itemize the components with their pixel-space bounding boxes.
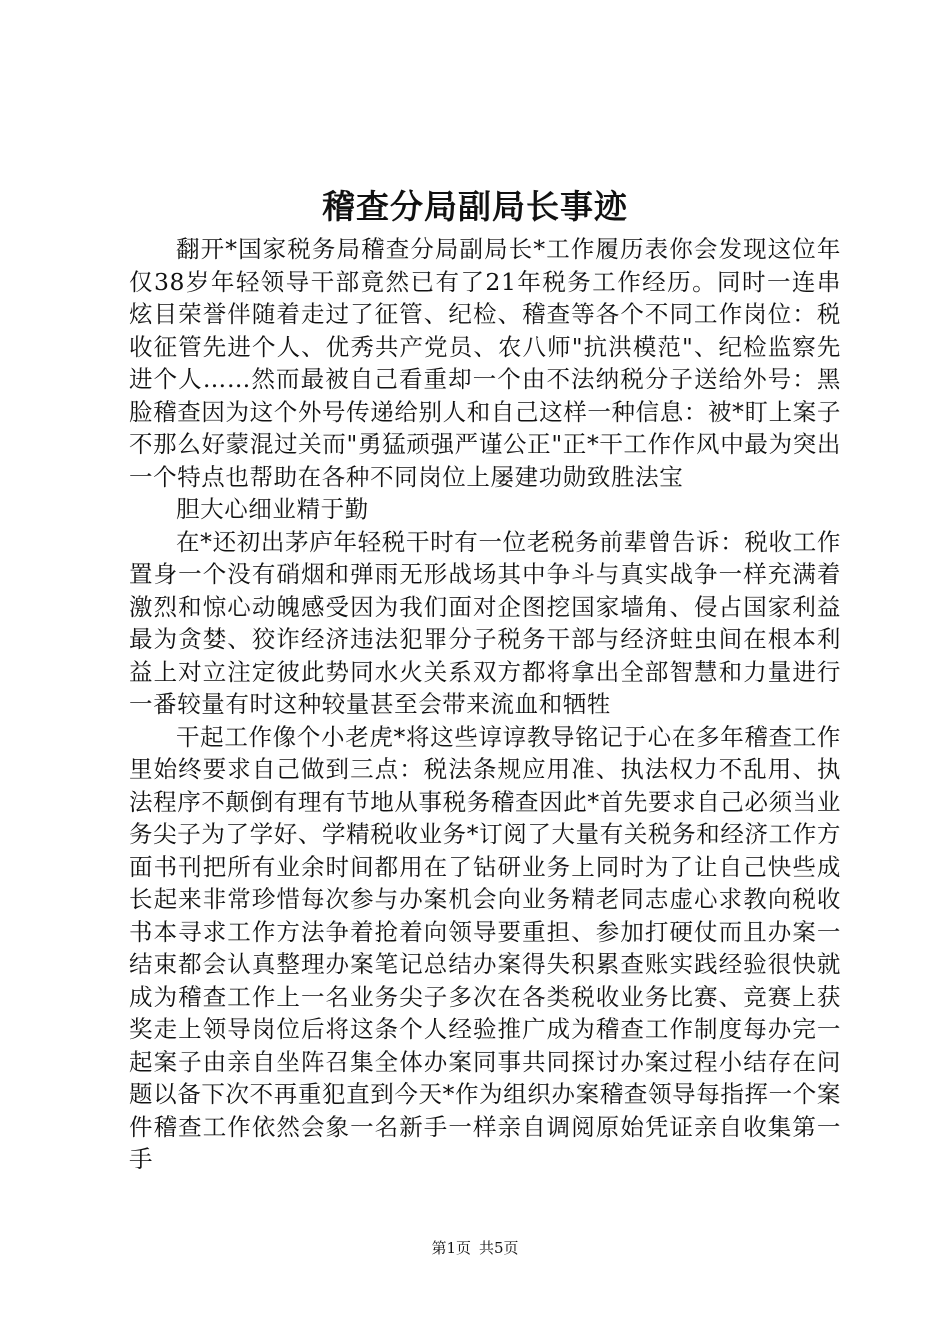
paragraph-intro: 翻开*国家税务局稽查分局副局长*工作履历表你会发现这位年仅38岁年轻领导干部竟然已有了21年税务工作经历。同时一连串炫目荣誉伴随着走过了征管、纪检、稽查等各个不同工作岗位：税收征管先进个人、优秀共产党员、农八师"抗洪模范"、纪检监察先进个人……然而最被自己看重却一个由不法纳税分子送给外号：黑脸稽查因为这个外号传递给别人和自己这样一种信息：被*盯上案子不那么好蒙混过关而"勇猛顽强严谨公正"正*干工作作风中最为突出一个特点也帮助在各种不同岗位上屡建功勋致胜法宝 bbox=[129, 235, 841, 491]
page-number: 第1页 bbox=[431, 1239, 471, 1257]
section-heading: 胆大心细业精于勤 bbox=[176, 495, 369, 523]
document-title: 稽查分局副局长事迹 bbox=[322, 187, 628, 226]
page-footer bbox=[0, 1238, 950, 1258]
paragraph-work: 干起工作像个小老虎*将这些谆谆教导铭记于心在多年稽查工作里始终要求自己做到三点：税法条规应用准、执法权力不乱用、执法程序不颠倒有理有节地从事税务稽查因此*首先要求自己必须当业务尖子为了学好、学精税收业务*订阅了大量有关税务和经济工作方面书刊把所有业余时间都用在了钻研业务上同时为了让自己快些成长起来非常珍惜每次参与办案机会向业务精老同志虚心求教向税收书本寻求工作方法争着抢着向领导要重担、参加打硬仗而且办案一结束都会认真整理办案笔记总结办案得失积累查账实践经验很快就成为稽查工作上一名业务尖子多次在各类税收业务比赛、竞赛上获奖走上领导岗位后将这条个人经验推广成为稽查工作制度每办完一起案子由亲自坐阵召集全体办案同事共同探讨办案过程小结存在问题以备下次不再重犯直到今天*作为组织办案稽查领导每指挥一个案件稽查工作依然会象一名新手一样亲自调阅原始凭证亲自收集第一手 bbox=[129, 722, 841, 1173]
page-total: 共5页 bbox=[479, 1239, 519, 1257]
document-body bbox=[129, 233, 841, 1176]
paragraph-mentor: 在*还初出茅庐年轻税干时有一位老税务前辈曾告诉：税收工作置身一个没有硝烟和弹雨无形战场其中争斗与真实战争一样充满着激烈和惊心动魄感受因为我们面对企图挖国家墙角、侵占国家利益最为贪婪、狡诈经济违法犯罪分子税务干部与经济蛀虫间在根本利益上对立注定彼此势同水火关系双方都将拿出全部智慧和力量进行一番较量有时这种较量甚至会带来流血和牺牲 bbox=[129, 527, 841, 718]
